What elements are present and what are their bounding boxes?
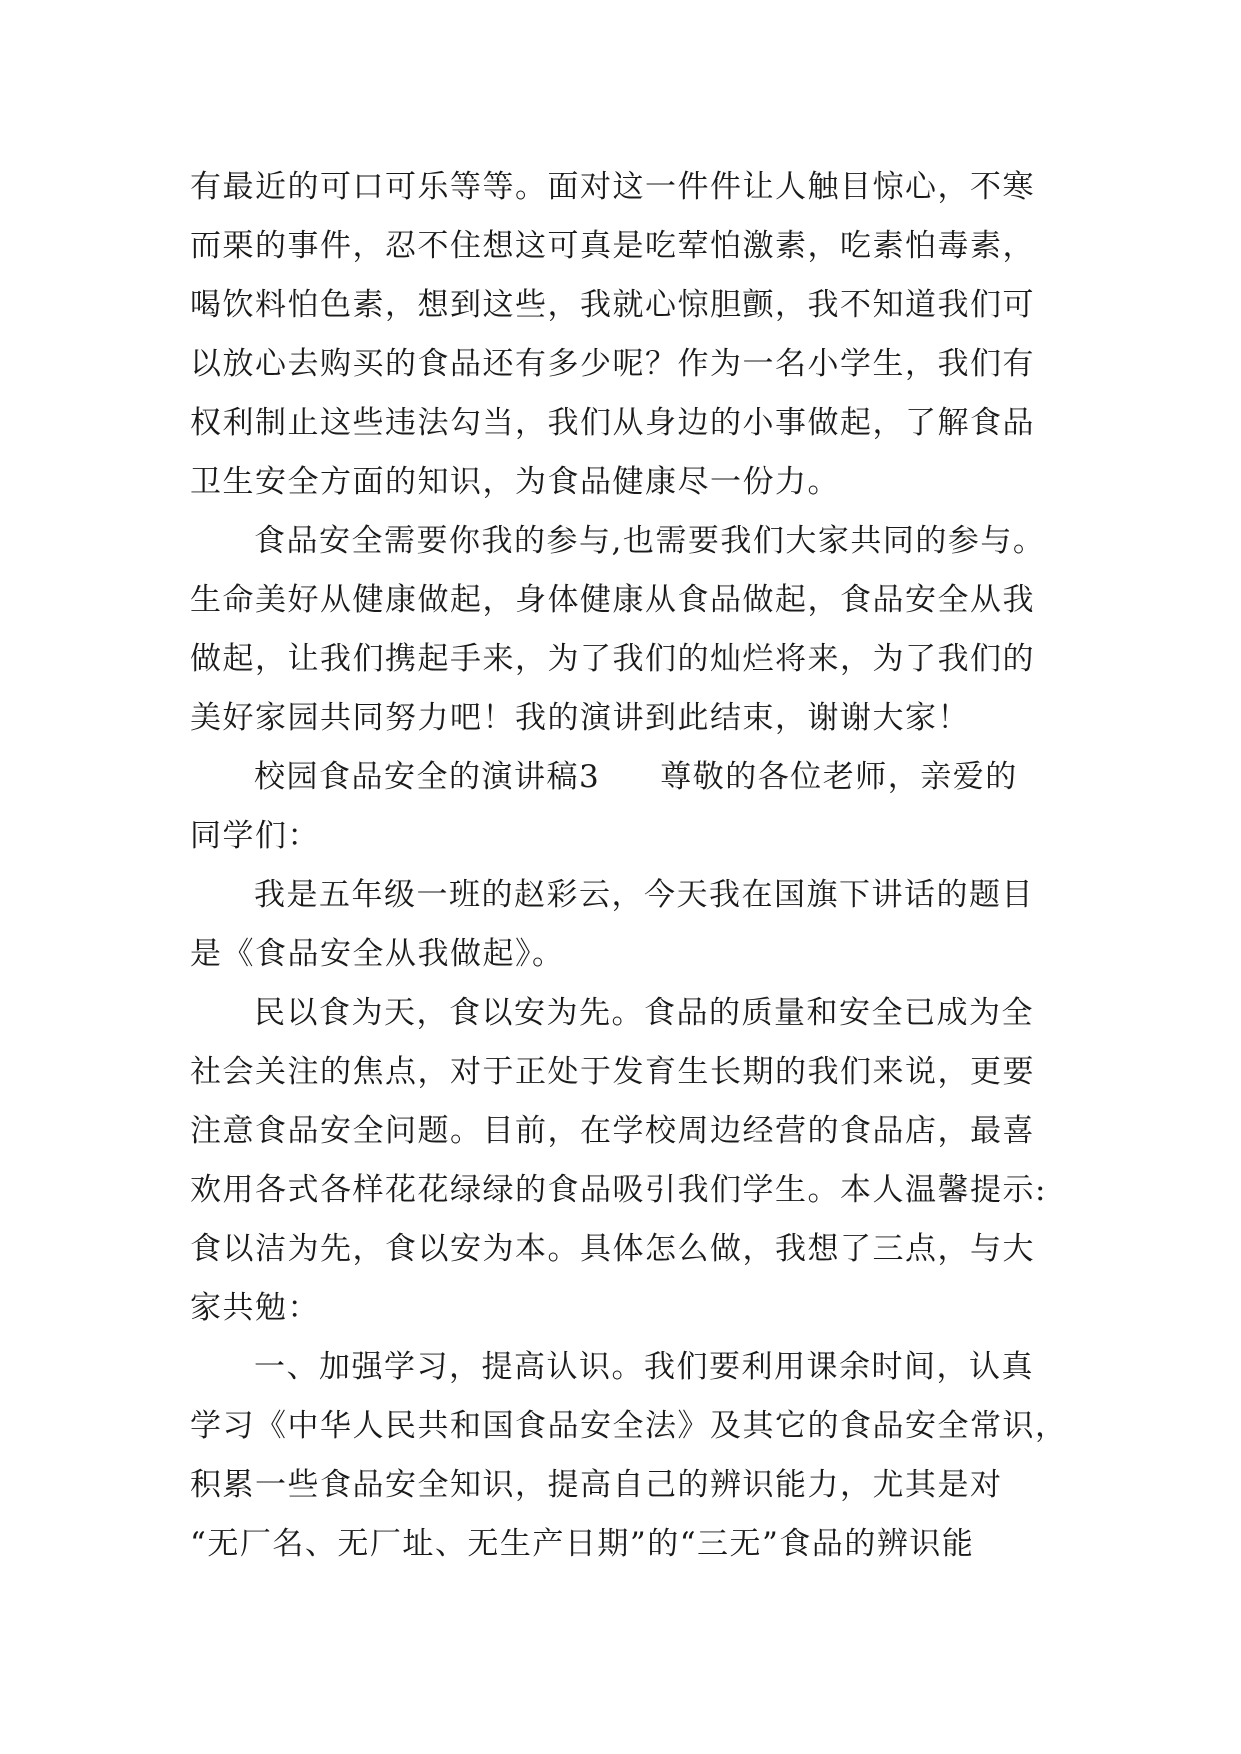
text-line: 以放心去购买的食品还有多少呢？作为一名小学生，我们有 bbox=[190, 346, 1035, 382]
text-line: 注意食品安全问题。目前，在学校周边经营的食品店，最喜 bbox=[190, 1113, 1035, 1149]
text-line: 社会关注的焦点，对于正处于发育生长期的我们来说，更要 bbox=[190, 1054, 1035, 1090]
text-line: 卫生安全方面的知识，为食品健康尽一份力。 bbox=[190, 464, 840, 500]
text-line: 美好家园共同努力吧！我的演讲到此结束，谢谢大家！ bbox=[190, 700, 970, 736]
section-heading-line bbox=[190, 748, 1052, 807]
text-line: 有最近的可口可乐等等。面对这一件件让人触目惊心，不寒 bbox=[190, 169, 1035, 205]
text-line: 生命美好从健康做起，身体健康从食品做起，食品安全从我 bbox=[190, 582, 1035, 618]
text-line: 权利制止这些违法勾当，我们从身边的小事做起，了解食品 bbox=[190, 405, 1035, 441]
text-line: 做起，让我们携起手来，为了我们的灿烂将来，为了我们的 bbox=[190, 641, 1035, 677]
paragraph-first-line: 食品安全需要你我的参与,也需要我们大家共同的参与。 bbox=[254, 523, 1046, 559]
text-line: 是《食品安全从我做起》。 bbox=[190, 936, 565, 972]
text-line: 同学们： bbox=[190, 818, 320, 854]
text-line: 而栗的事件，忍不住想这可真是吃荤怕激素，吃素怕毒素， bbox=[190, 228, 1035, 264]
text-line: 家共勉： bbox=[190, 1290, 320, 1326]
text-line: 积累一些食品安全知识，提高自己的辨识能力，尤其是对 bbox=[190, 1467, 1003, 1503]
document-body bbox=[190, 158, 1068, 1574]
salutation: 尊敬的各位老师，亲爱的 bbox=[660, 759, 1018, 795]
text-line: 欢用各式各样花花绿绿的食品吸引我们学生。本人温馨提示: bbox=[190, 1172, 1047, 1208]
paragraph-first-line: 一、加强学习，提高认识。我们要利用课余时间，认真 bbox=[254, 1349, 1034, 1385]
paragraph-first-line: 民以食为天，食以安为先。食品的质量和安全已成为全 bbox=[254, 995, 1034, 1031]
text-line: “无厂名、无厂址、无生产日期”的“三无”食品的辨识能 bbox=[190, 1526, 975, 1562]
section-heading: 校园食品安全的演讲稿3 bbox=[254, 759, 601, 795]
text-line: 学习《中华人民共和国食品安全法》及其它的食品安全常识， bbox=[190, 1408, 1068, 1444]
text-line: 食以洁为先，食以安为本。具体怎么做，我想了三点，与大 bbox=[190, 1231, 1035, 1267]
text-line: 喝饮料怕色素，想到这些，我就心惊胆颤，我不知道我们可 bbox=[190, 287, 1035, 323]
paragraph-first-line: 我是五年级一班的赵彩云，今天我在国旗下讲话的题目 bbox=[254, 877, 1034, 913]
